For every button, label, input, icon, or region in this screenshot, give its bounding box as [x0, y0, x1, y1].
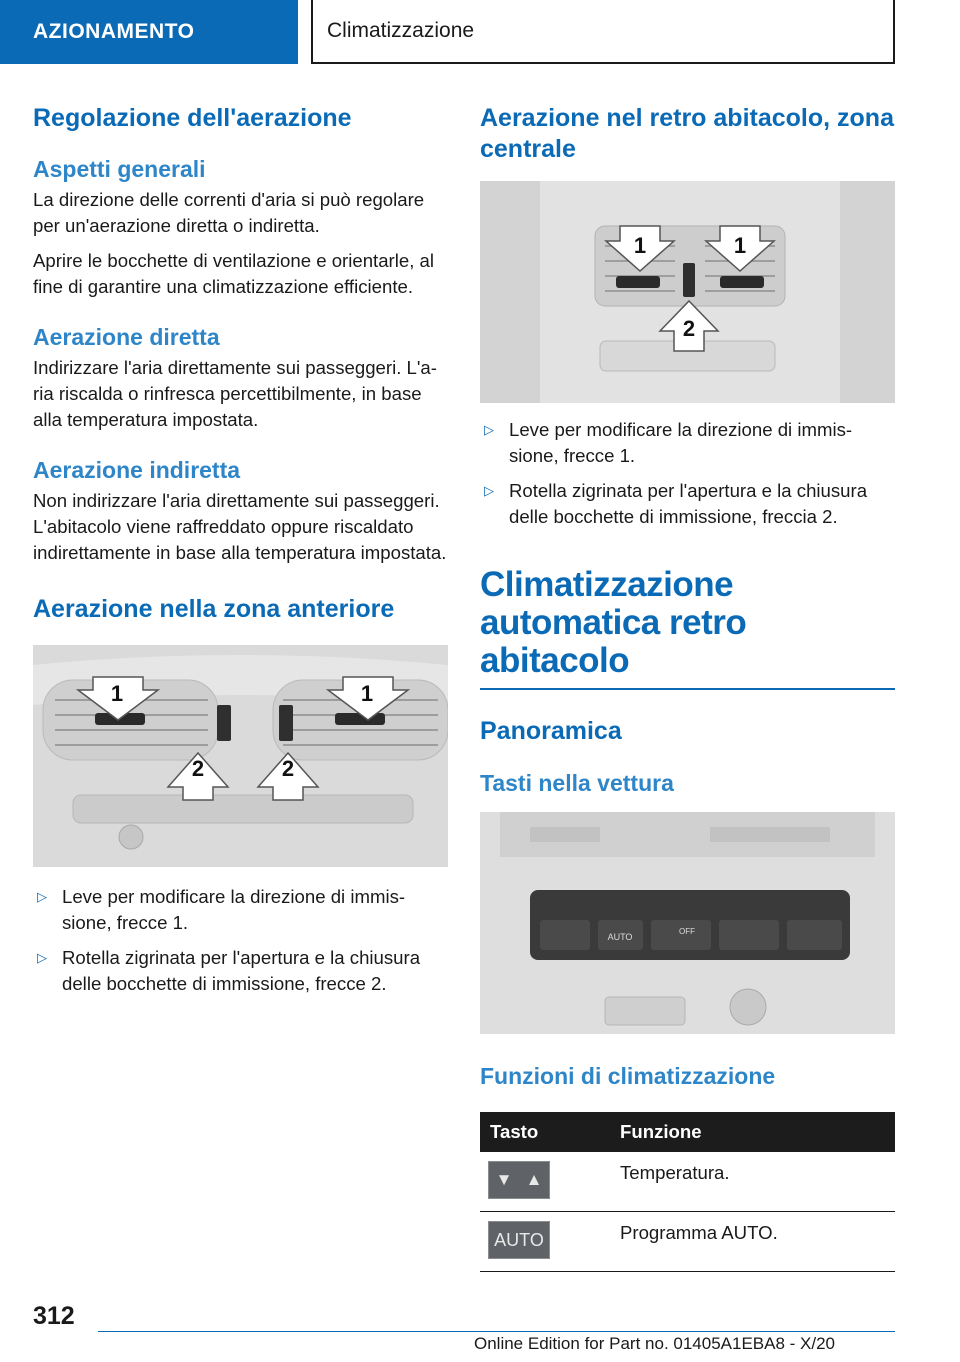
table-row	[480, 1152, 895, 1212]
function-cell: Temperatura.	[610, 1152, 895, 1212]
triangle-bullet-icon: ▷	[37, 889, 47, 904]
front-vents-photo	[33, 645, 448, 867]
chapter-label: AZIONAMENTO	[33, 20, 195, 43]
section-header	[311, 0, 895, 64]
key-cell	[480, 1212, 610, 1272]
svg-text:OFF: OFF	[679, 927, 695, 936]
key-cell	[480, 1152, 610, 1212]
table-header-row	[480, 1112, 895, 1152]
function-column-header: Funzione	[610, 1112, 895, 1152]
page-title: Regolazione dell'aerazione	[33, 104, 352, 132]
section-label: Climatizzazione	[327, 19, 475, 42]
page-number: 312	[33, 1302, 75, 1330]
front-callout	[361, 681, 373, 706]
svg-text:1: 1	[110, 681, 124, 706]
svg-text:2: 2	[682, 316, 696, 341]
rear-heading: Aerazione nel retro abitacolo, zona centrale	[480, 104, 894, 163]
list-item: ▷ Rotella zigrinata per l'apertura e la chiusura delle bocchette di immissione, freccia 2.	[484, 480, 868, 527]
svg-text:1: 1	[633, 233, 647, 258]
functions-heading: Funzioni di climatizzazione	[480, 1063, 776, 1089]
auto-climate-title: Climatizzazione automatica retro abitacolo	[480, 566, 895, 690]
rear-callout	[683, 316, 695, 341]
front-callout	[282, 756, 294, 781]
footer-edition: Online Edition for Part no. 01405A1EBA8 - X/20	[474, 1334, 836, 1353]
indirect-paragraph: Non indirizzare l'aria direttamente sui passeggeri. L'abitacolo viene raffreddato oppure riscaldato indirettamente in base alla temperatura impostata.	[33, 490, 447, 563]
list-item: ▷ Leve per modificare la direzione di immissione, frecce 1.	[484, 419, 853, 466]
svg-text:2: 2	[191, 756, 205, 781]
general-paragraph-1: La direzione delle correnti d'aria si può regolare per un'aerazione diretta o indiretta.	[33, 189, 425, 236]
left-column	[33, 100, 448, 1006]
list-item: ▷ Rotella zigrinata per l'apertura e la chiusura delle bocchette di immissione, frecce 2.	[37, 947, 421, 994]
functions-table	[480, 1112, 895, 1272]
svg-text:AUTO: AUTO	[607, 932, 633, 942]
front-callout	[111, 681, 123, 706]
general-heading: Aspetti generali	[33, 156, 206, 182]
list-item: ▷ Leve per modificare la direzione di immissione, frecce 1.	[37, 886, 406, 933]
footer-rule	[98, 1331, 895, 1332]
general-paragraph-2: Aprire le bocchette di ventilazione e orientarle, al fine di garantire una climatizzazione efficiente.	[33, 250, 435, 297]
rear-control-panel-photo	[480, 812, 895, 1034]
svg-text:1: 1	[360, 681, 374, 706]
front-heading: Aerazione nella zona anteriore	[33, 595, 395, 623]
key-column-header: Tasto	[480, 1112, 610, 1152]
rear-vents-photo	[480, 181, 895, 403]
temperature-down-up-icon: ▼ ▲	[488, 1161, 550, 1199]
direct-paragraph: Indirizzare l'aria direttamente sui passeggeri. L'aria riscalda o rinfresca percettibilmente, in base alla temperatura impostata.	[33, 357, 437, 430]
buttons-heading: Tasti nella vettura	[480, 770, 674, 796]
right-column	[480, 100, 895, 1272]
svg-text:2: 2	[281, 756, 295, 781]
front-callout	[192, 756, 204, 781]
triangle-bullet-icon: ▷	[484, 422, 494, 437]
chapter-tab[interactable]	[0, 0, 298, 64]
overview-heading: Panoramica	[480, 717, 622, 745]
rear-bullets	[480, 417, 895, 530]
front-bullets	[33, 884, 448, 997]
function-cell: Programma AUTO.	[610, 1212, 895, 1272]
indirect-heading: Aerazione indiretta	[33, 457, 241, 483]
direct-heading: Aerazione diretta	[33, 324, 220, 350]
triangle-bullet-icon: ▷	[484, 483, 494, 498]
auto-program-icon: AUTO	[488, 1221, 550, 1259]
panel-label	[608, 932, 633, 942]
panel-label	[679, 927, 695, 936]
svg-text:1: 1	[733, 233, 747, 258]
triangle-bullet-icon: ▷	[37, 950, 47, 965]
rear-callout	[634, 233, 646, 258]
rear-callout	[734, 233, 746, 258]
table-row	[480, 1212, 895, 1272]
